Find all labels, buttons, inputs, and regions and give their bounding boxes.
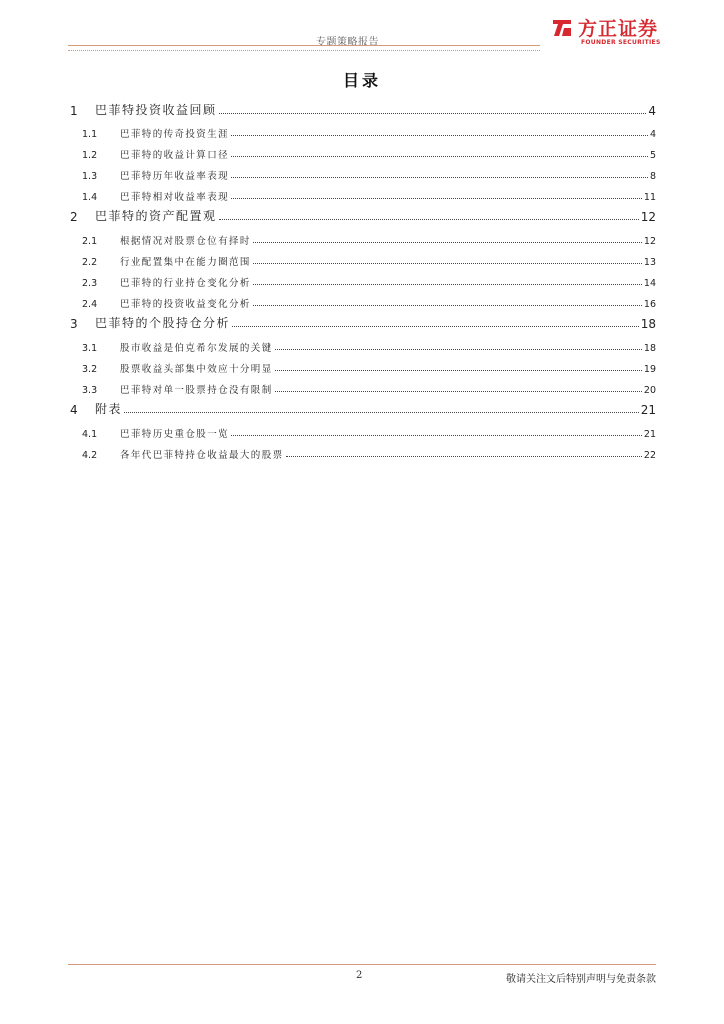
toc-entry-title: 巴菲特的投资收益变化分析 (120, 299, 251, 310)
toc-entry-number: 2 (70, 210, 78, 224)
toc-entry[interactable] (68, 229, 656, 247)
toc-dot-leader (275, 369, 642, 371)
toc-entry-title: 巴菲特历史重仓股一览 (120, 429, 230, 440)
toc-dot-leader (231, 134, 648, 136)
toc-entry[interactable] (68, 100, 656, 118)
toc-entry-number: 1.4 (82, 192, 98, 203)
toc-entry-title: 巴菲特的收益计算口径 (120, 150, 230, 161)
report-type-label: 专题策略报告 (316, 37, 379, 48)
toc-entry-page: 21 (640, 403, 656, 417)
toc-entry[interactable] (68, 271, 656, 289)
toc-entry-page: 14 (643, 278, 656, 289)
toc-entry-page: 20 (643, 385, 656, 396)
toc-entry-page: 12 (643, 236, 656, 247)
toc-entry-number: 3.3 (82, 385, 98, 396)
toc-entry-title: 各年代巴菲特持仓收益最大的股票 (120, 450, 284, 461)
footer-divider (68, 964, 656, 965)
toc-entry-number: 2.1 (82, 236, 98, 247)
toc-entry[interactable] (68, 122, 656, 140)
toc-entry-page: 5 (649, 150, 656, 161)
toc-dot-leader (275, 348, 642, 350)
toc-entry-page: 16 (643, 299, 656, 310)
toc-entry-number: 3 (70, 317, 78, 331)
toc-entry[interactable] (68, 336, 656, 354)
toc-dot-leader (219, 218, 639, 220)
toc-entry-title: 巴菲特的个股持仓分析 (95, 316, 231, 330)
toc-entry-title: 根据情况对股票仓位有择时 (120, 236, 251, 247)
toc-entry[interactable] (68, 313, 656, 331)
toc-entry-title: 巴菲特对单一股票持仓没有限制 (120, 385, 273, 396)
toc-entry[interactable] (68, 357, 656, 375)
toc-entry[interactable] (68, 292, 656, 310)
toc-entry-number: 3.2 (82, 364, 98, 375)
toc-entry-title: 巴菲特的传奇投资生涯 (120, 129, 230, 140)
toc-entry-page: 18 (643, 343, 656, 354)
toc-entry-page: 12 (640, 210, 656, 224)
toc-entry-title: 巴菲特的资产配置观 (95, 209, 217, 223)
toc-entry-title: 股市收益是伯克希尔发展的关键 (120, 343, 273, 354)
toc-dot-leader (231, 434, 642, 436)
toc-entry[interactable] (68, 422, 656, 440)
page-number: 2 (356, 970, 363, 981)
toc-dot-leader (275, 390, 642, 392)
toc-entry[interactable] (68, 378, 656, 396)
toc-entry[interactable] (68, 399, 656, 417)
toc-dot-leader (219, 112, 647, 114)
toc-entry-page: 11 (643, 192, 656, 203)
toc-entry-title: 巴菲特的行业持仓变化分析 (120, 278, 251, 289)
toc-dot-leader (253, 304, 642, 306)
toc-entry-number: 3.1 (82, 343, 98, 354)
logo-chinese-name: 方正证券 (578, 18, 659, 40)
toc-entry-page: 19 (643, 364, 656, 375)
founder-logo-icon (550, 16, 574, 40)
toc-dot-leader (231, 155, 648, 157)
toc-dot-leader (253, 262, 642, 264)
toc-entry-number: 2.2 (82, 257, 98, 268)
toc-entry-page: 4 (649, 129, 656, 140)
logo-english-name: FOUNDER SECURITIES (581, 39, 661, 46)
toc-entry-number: 4.1 (82, 429, 98, 440)
toc-entry-page: 8 (649, 171, 656, 182)
toc-dot-leader (253, 241, 642, 243)
company-logo (550, 14, 660, 48)
header-divider (68, 45, 540, 51)
toc-entry-number: 1.2 (82, 150, 98, 161)
toc-entry-page: 18 (640, 317, 656, 331)
toc-dot-leader (232, 325, 639, 327)
toc-entry[interactable] (68, 206, 656, 224)
toc-entry-page: 4 (648, 104, 656, 118)
toc-dot-leader (253, 283, 642, 285)
toc-dot-leader (231, 197, 642, 199)
toc-entry-number: 2.4 (82, 299, 98, 310)
toc-heading: 目录 (342, 71, 381, 90)
toc-entry-title: 巴菲特历年收益率表现 (120, 171, 230, 182)
toc-entry-number: 1.3 (82, 171, 98, 182)
toc-dot-leader (231, 176, 648, 178)
toc-entry-title: 巴菲特相对收益率表现 (120, 192, 230, 203)
toc-entry-number: 2.3 (82, 278, 98, 289)
toc-entry[interactable] (68, 143, 656, 161)
toc-entry-page: 13 (643, 257, 656, 268)
toc-dot-leader (286, 455, 642, 457)
toc-entry[interactable] (68, 185, 656, 203)
toc-entry-number: 1.1 (82, 129, 98, 140)
toc-entry-page: 21 (643, 429, 656, 440)
toc-entry-number: 4 (70, 403, 78, 417)
toc-entry-title: 附表 (95, 402, 123, 416)
toc-entry-title: 行业配置集中在能力圈范围 (120, 257, 251, 268)
toc-entry-title: 股票收益头部集中效应十分明显 (120, 364, 273, 375)
toc-entry-title: 巴菲特投资收益回顾 (95, 103, 217, 117)
toc-entry-page: 22 (643, 450, 656, 461)
toc-entry[interactable] (68, 250, 656, 268)
toc-entry[interactable] (68, 443, 656, 461)
disclaimer-note: 敬请关注文后特别声明与免责条款 (506, 974, 656, 985)
toc-entry-number: 1 (70, 104, 78, 118)
toc-entry[interactable] (68, 164, 656, 182)
toc-dot-leader (124, 411, 639, 413)
toc-entry-number: 4.2 (82, 450, 98, 461)
